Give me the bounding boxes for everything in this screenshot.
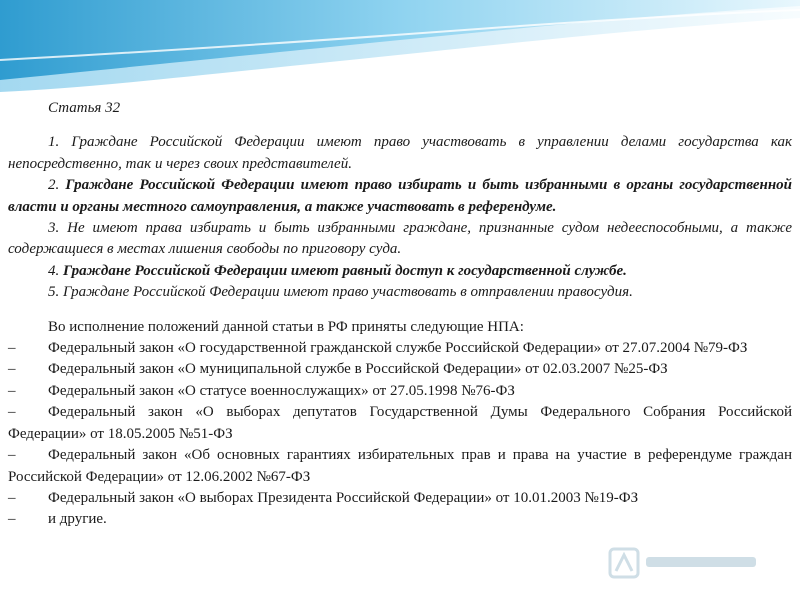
article-item-4: 4. Граждане Российской Федерации имеют равный доступ к государственной службе. <box>48 262 627 279</box>
law-item-4: – Федеральный закон «О выборах депутатов Государственной Думы Федерального Собрания Российской Федерации» от 18.05.2005 №51-ФЗ <box>8 404 792 442</box>
watermark-logo-icon <box>606 543 766 583</box>
document-body <box>8 98 792 531</box>
article-item-5: 5. Граждане Российской Федерации имеют право участвовать в отправлении правосудия. <box>48 284 633 301</box>
laws-intro: Во исполнение положений данной статьи в РФ приняты следующие НПА: <box>48 318 524 335</box>
header-wave-decoration <box>0 0 800 95</box>
article-title: Статья 32 <box>48 100 121 116</box>
article-item-2: 2. Граждане Российской Федерации имеют право избирать и быть избранными в органы государственной власти и органы местного самоуправления, а также участвовать в референдуме. <box>8 177 792 215</box>
article-item-3: 3. Не имеют права избирать и быть избранными граждане, признанные судом недееспособными, а также содержащиеся в местах лишения свободы по приговору суда. <box>8 220 792 258</box>
law-item-5: – Федеральный закон «Об основных гарантиях избирательных прав и права на участие в референдуме граждан Российской Федерации» от 12.06.2002 №67-ФЗ <box>8 447 792 485</box>
law-item-1: – Федеральный закон «О государственной гражданской службе Российской Федерации» от 27.07.2004 №79-ФЗ <box>8 340 748 357</box>
law-item-3: – Федеральный закон «О статусе военнослужащих» от 27.05.1998 №76-ФЗ <box>8 382 515 399</box>
law-item-6: – Федеральный закон «О выборах Президента Российской Федерации» от 10.01.2003 №19-ФЗ <box>8 489 639 506</box>
law-item-2: – Федеральный закон «О муниципальной службе в Российской Федерации» от 02.03.2007 №25-ФЗ <box>8 361 668 378</box>
article-item-1: 1. Граждане Российской Федерации имеют право участвовать в управлении делами государства как непосредственно, так и через своих представителей. <box>8 134 793 172</box>
law-item-7: – и другие. <box>8 511 107 528</box>
